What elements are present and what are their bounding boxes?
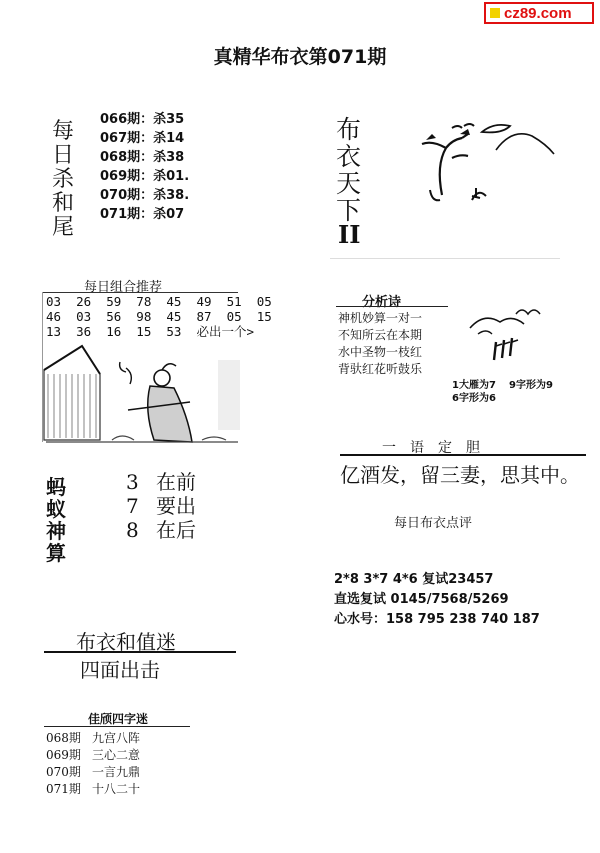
kill-row: 071期：杀07 [100, 207, 185, 222]
four-char-row [46, 730, 140, 747]
crane-landscape-sketch [412, 110, 562, 210]
one-word-rule [340, 454, 586, 456]
ant-text: 在后 [156, 518, 196, 542]
kill-row: 067期：杀14 [100, 131, 185, 146]
ant-number: 7 [126, 494, 139, 518]
watermark-text: cz89.com [504, 4, 572, 22]
ant-row [126, 470, 196, 494]
four-char-text: 九宫八阵 [92, 731, 141, 745]
kill-row: 066期：杀35 [100, 112, 185, 127]
page-title: 真精华布衣第071期 [213, 46, 387, 68]
four-char-riddle-list [46, 730, 140, 798]
one-word-text: 亿酒发，留三妻，思其中。 [340, 463, 580, 487]
kill-row: 070期：杀38. [100, 188, 190, 203]
number-row: 2*8 3*7 4*6 复试23457 [334, 572, 494, 587]
watermark-logo [484, 2, 594, 24]
sum-riddle-title: 布衣和值迷 [76, 630, 176, 654]
poem-line: 背驮红花听鼓乐 [338, 362, 423, 376]
poem-line: 不知所云在本期 [338, 328, 423, 342]
four-char-period: 071期 [46, 782, 81, 796]
old-man-scene-illustration [42, 340, 242, 450]
poem-hint: 9字形为9 [509, 380, 553, 391]
four-char-period: 068期 [46, 731, 81, 745]
analysis-poem-title: 分析诗 [362, 295, 402, 310]
ant-god-heading: 蚂蚁神算 [46, 475, 66, 565]
ant-row [126, 518, 196, 542]
ant-number: 3 [126, 470, 139, 494]
birds-mountain-sketch [460, 294, 560, 374]
combo-line: 13 36 16 15 53 必出一个> [46, 324, 255, 339]
combo-title: 每日组合推荐 [84, 280, 163, 295]
kill-row: 068期：杀38 [100, 150, 185, 165]
riddle-rule [44, 651, 236, 653]
analysis-poem-lines [338, 310, 422, 378]
four-char-period: 069期 [46, 748, 81, 762]
four-char-period: 070期 [46, 765, 81, 779]
one-word-heading: 一语定胆 [382, 440, 494, 456]
four-char-row [46, 764, 140, 781]
daily-kill-list [100, 110, 189, 224]
logo-square-icon [490, 8, 500, 18]
four-char-text: 三心二意 [92, 748, 141, 762]
combo-underline [42, 292, 238, 293]
kill-row: 069期：杀01. [100, 169, 190, 184]
combo-line: 46 03 56 98 45 87 05 15 [46, 309, 272, 324]
four-char-row [46, 747, 140, 764]
section-divider [330, 258, 560, 259]
combo-grid [46, 294, 272, 339]
poem-hint: 6字形为6 [452, 393, 496, 404]
daily-kill-heading: 每日杀和尾 [52, 119, 75, 240]
four-char-text: 一言九鼎 [92, 765, 141, 779]
ant-text: 在前 [156, 470, 196, 494]
number-row: 直选复试 0145/7568/5269 [334, 592, 509, 607]
poem-underline [336, 306, 448, 307]
four-char-row [46, 781, 140, 798]
number-row: 心水号：158 795 238 740 187 [334, 612, 540, 627]
poem-line: 神机妙算一对一 [338, 311, 423, 325]
four-char-rule [44, 726, 190, 727]
ant-text: 要出 [156, 494, 196, 518]
combo-line: 03 26 59 78 45 49 51 05 [46, 294, 272, 309]
poem-hint: 1大雁为7 [452, 380, 496, 391]
ant-god-list [126, 470, 196, 542]
ant-number: 8 [126, 518, 139, 542]
buyi-tianxia-numeral: II [338, 220, 361, 249]
daily-comment-heading: 每日布衣点评 [394, 516, 473, 531]
four-char-riddle-title: 佳颀四字迷 [88, 712, 149, 726]
number-recommendations [334, 570, 540, 630]
poem-line: 水中圣物一枝红 [338, 345, 423, 359]
buyi-tianxia-heading: 布衣天下 [336, 115, 362, 225]
ant-row [126, 494, 196, 518]
four-char-text: 十八二十 [92, 782, 141, 796]
sum-riddle-answer: 四面出击 [80, 658, 160, 682]
